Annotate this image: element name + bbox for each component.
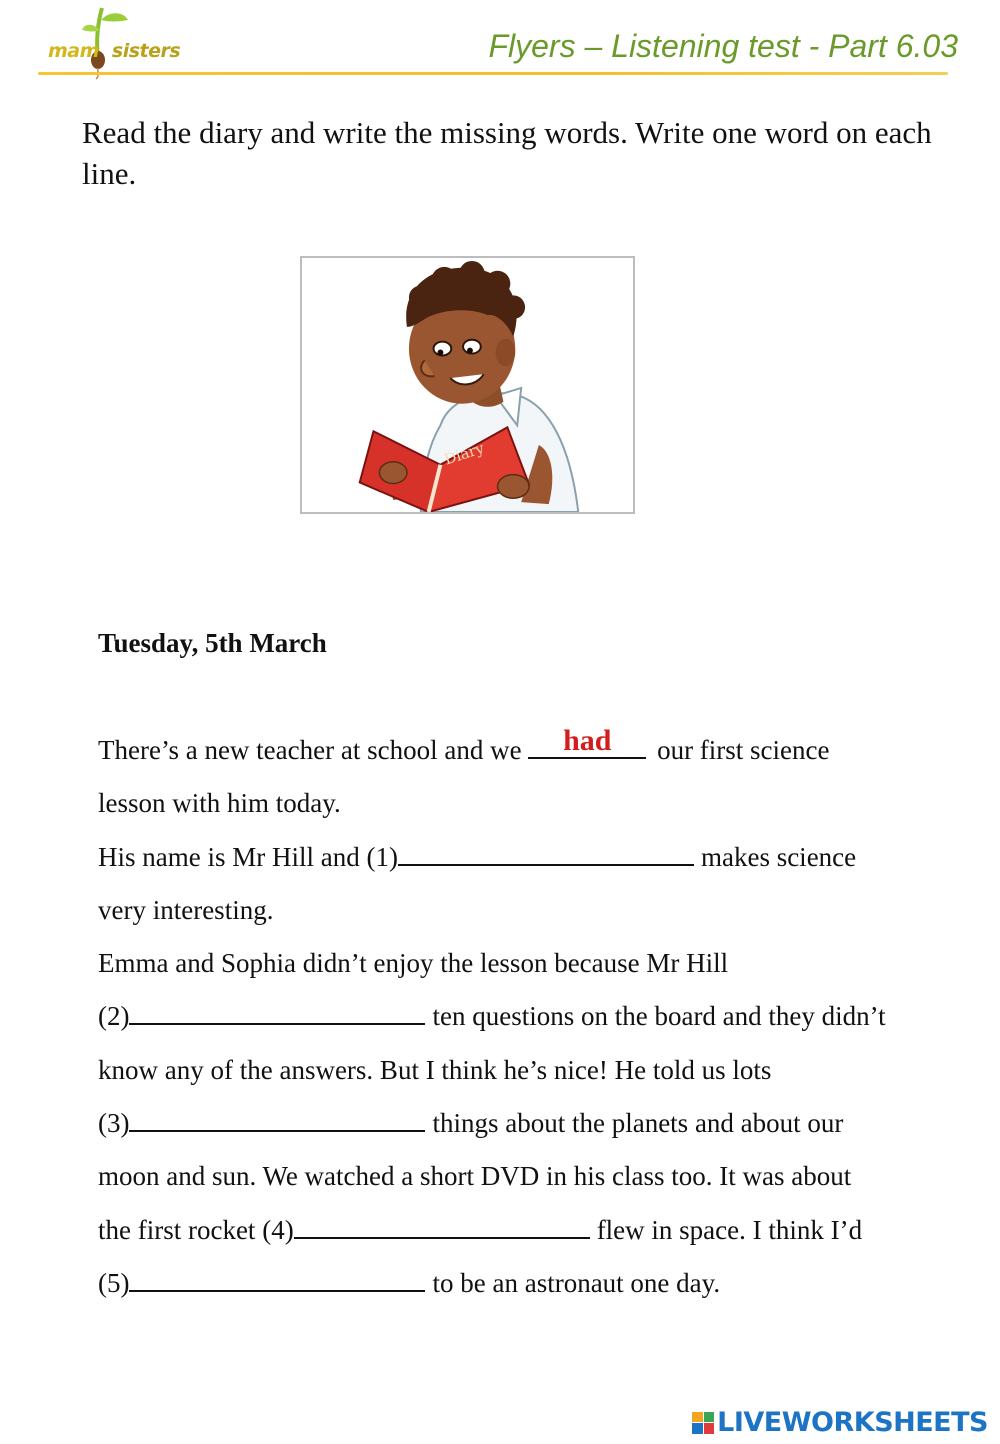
brand-logo [40,0,181,80]
diary-line: There’s a new teacher at school and we had our first science [98,724,830,765]
book-label: Diary [442,439,487,469]
diary-line: moon and sun. We watched a short DVD in his class too. It was about [98,1161,852,1192]
question-number-4: (4) [262,1214,294,1245]
diary-line: lesson with him today. [98,788,341,819]
example-answer-blank [528,724,646,759]
question-number-5: (5) [98,1267,130,1298]
brand-wordmark: mam sisters [48,40,181,62]
example-answer: had [563,724,612,757]
page-title: Flyers – Listening test - Part 6.03 [488,28,958,64]
instructions-text: Read the diary and write the missing words. Write one word on each line. [82,115,932,191]
question-number-3: (3) [98,1108,130,1139]
diary-line: know any of the answers. But I think he’s nice! He told us lots [98,1054,772,1085]
boy-reading-diary-illustration [300,256,635,514]
answer-blank-3[interactable] [129,1104,425,1132]
answer-blank-4[interactable] [294,1211,590,1239]
answer-blank-2[interactable] [129,997,425,1025]
diary-date: Tuesday, 5th March [98,628,327,658]
liveworksheets-logo[interactable] [692,1407,988,1438]
liveworksheets-badge-icon [692,1412,714,1434]
diary-line: (3) things about the planets and about our [98,1097,958,1150]
header-divider [38,72,948,75]
answer-blank-1[interactable] [398,838,694,866]
question-number-2: (2) [98,1001,130,1032]
answer-blank-5[interactable] [129,1264,425,1292]
question-number-1: (1) [366,841,398,872]
diary-line: very interesting. [98,894,274,925]
boy-reading-illustration [302,258,633,512]
diary-line: (2) ten questions on the board and they didn’t [98,990,958,1043]
diary-text [98,724,958,1310]
liveworksheets-wordmark: LIVEWORKSHEETS [717,1407,988,1438]
diary-line: (5) to be an astronaut one day. [98,1257,958,1310]
diary-line: Emma and Sophia didn’t enjoy the lesson because Mr Hill [98,948,729,979]
diary-line: the first rocket (4) flew in space. I think I’d [98,1204,958,1257]
diary-line: His name is Mr Hill and (1) makes science [98,831,958,884]
